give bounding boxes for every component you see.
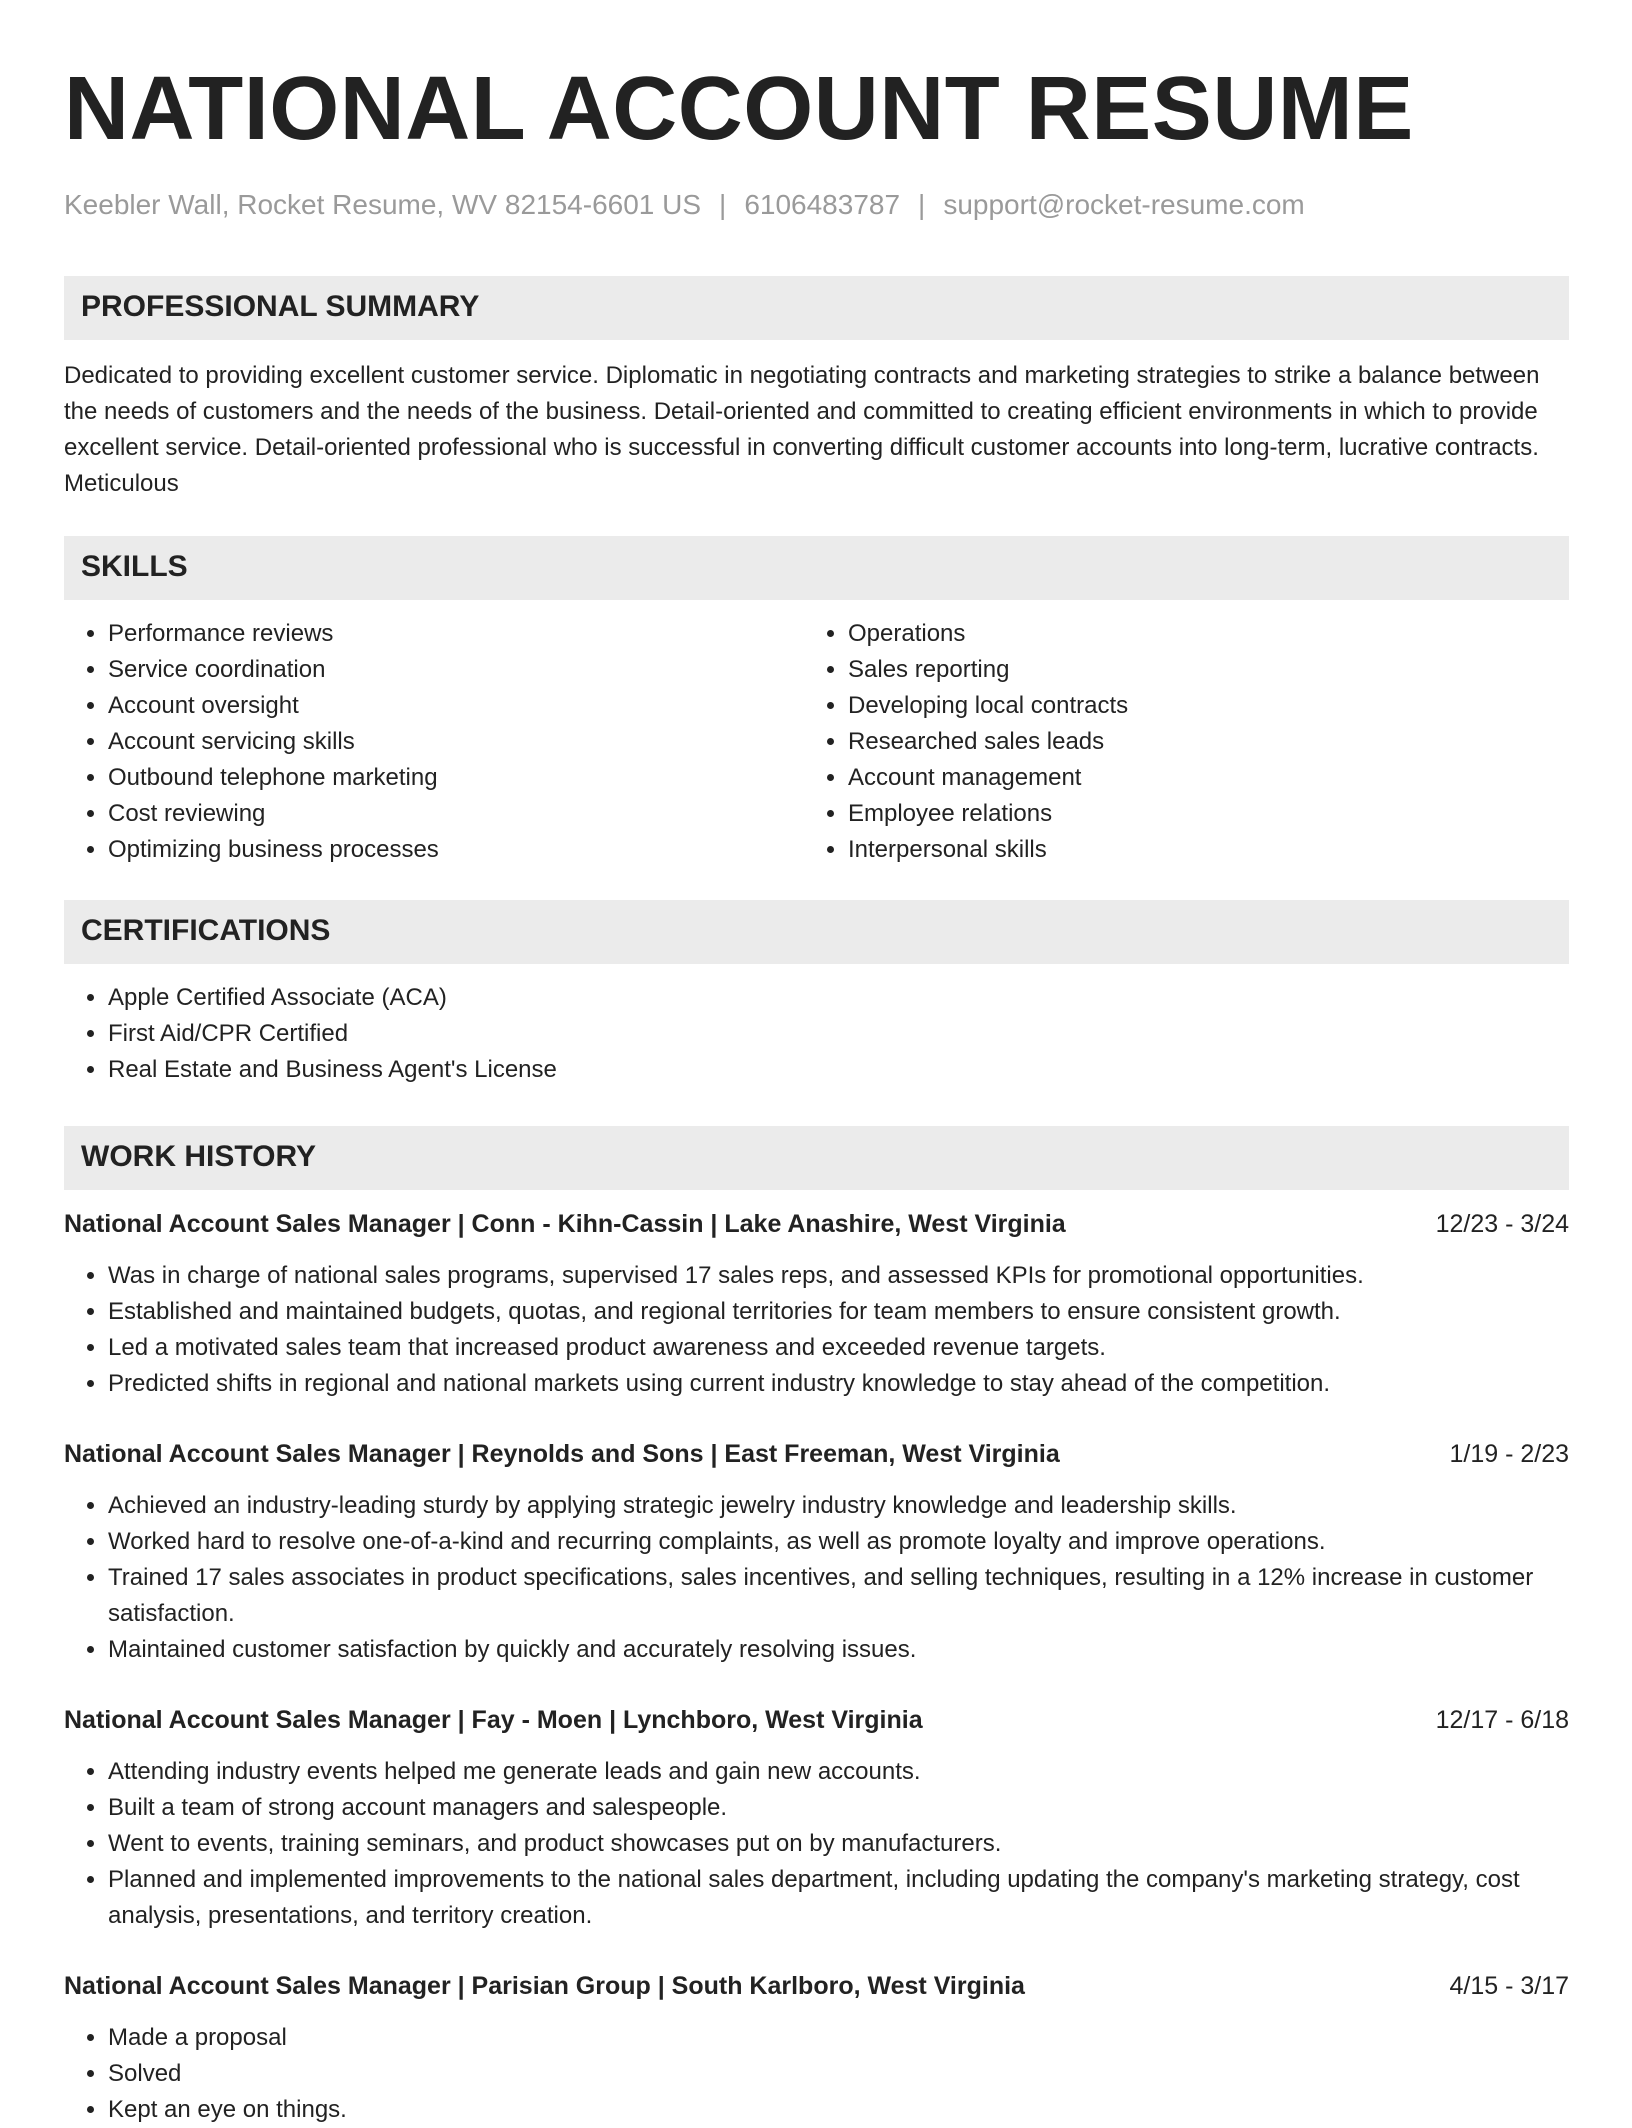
job-bullet: • Maintained customer satisfaction by quickly and accurately resolving issues. (108, 1632, 1569, 1668)
skill-item: • Service coordination (108, 652, 804, 688)
certifications-heading: CERTIFICATIONS (64, 900, 1569, 964)
job-bullet: • Solved (108, 2056, 1569, 2092)
certification-item: • Real Estate and Business Agent's License (108, 1052, 1569, 1088)
job-bullet: • Made a proposal (108, 2020, 1569, 2056)
job-bullets (64, 1754, 1569, 1934)
certification-item: • Apple Certified Associate (ACA) (108, 980, 1569, 1016)
skills-columns (64, 616, 1569, 868)
job-dates: 12/17 - 6/18 (1435, 1706, 1569, 1734)
skill-item: • Interpersonal skills (848, 832, 1544, 868)
skill-item: • Optimizing business processes (108, 832, 804, 868)
job-entry (64, 1702, 1569, 1934)
job-entry (64, 1436, 1569, 1668)
skill-item: • Sales reporting (848, 652, 1544, 688)
job-entry (64, 1968, 1569, 2128)
contact-line (64, 190, 1569, 220)
work-history-heading: WORK HISTORY (64, 1126, 1569, 1190)
job-entry (64, 1206, 1569, 1402)
contact-separator: | (719, 189, 727, 220)
job-header (64, 1206, 1569, 1242)
job-bullet: • Trained 17 sales associates in product specifications, sales incentives, and selling techniques, resulting in a 12% increase in customer satisfaction. (108, 1560, 1569, 1632)
skill-item: • Cost reviewing (108, 796, 804, 832)
job-bullet: • Established and maintained budgets, quotas, and regional territories for team members to ensure consistent growth. (108, 1294, 1569, 1330)
skill-item: • Outbound telephone marketing (108, 760, 804, 796)
job-title: National Account Sales Manager | Fay - Moen | Lynchboro, West Virginia (64, 1706, 923, 1734)
certifications-list (64, 980, 1569, 1088)
job-header (64, 1702, 1569, 1738)
skill-item: • Developing local contracts (848, 688, 1544, 724)
job-bullet: • Led a motivated sales team that increased product awareness and exceeded revenue targets. (108, 1330, 1569, 1366)
job-dates: 4/15 - 3/17 (1449, 1972, 1569, 2000)
job-dates: 1/19 - 2/23 (1449, 1440, 1569, 1468)
job-bullet: • Kept an eye on things. (108, 2092, 1569, 2128)
contact-address: Keebler Wall, Rocket Resume, WV 82154-6601 US (64, 189, 702, 220)
job-bullet: • Was in charge of national sales programs, supervised 17 sales reps, and assessed KPIs for promotional opportunities. (108, 1258, 1569, 1294)
contact-separator: | (918, 189, 926, 220)
job-bullets (64, 1258, 1569, 1402)
job-bullet: • Went to events, training seminars, and product showcases put on by manufacturers. (108, 1826, 1569, 1862)
contact-phone: 6106483787 (744, 189, 901, 220)
job-bullet: • Attending industry events helped me generate leads and gain new accounts. (108, 1754, 1569, 1790)
job-title: National Account Sales Manager | Reynolds and Sons | East Freeman, West Virginia (64, 1440, 1060, 1468)
job-bullets (64, 1488, 1569, 1668)
skill-item: • Account oversight (108, 688, 804, 724)
contact-email[interactable]: support@rocket-resume.com (943, 189, 1305, 220)
job-header (64, 1436, 1569, 1472)
skill-item: • Account management (848, 760, 1544, 796)
summary-heading: PROFESSIONAL SUMMARY (64, 276, 1569, 340)
job-header (64, 1968, 1569, 2004)
certification-item: • First Aid/CPR Certified (108, 1016, 1569, 1052)
skills-left-list (64, 616, 804, 868)
job-bullet: • Achieved an industry-leading sturdy by applying strategic jewelry industry knowledge and leadership skills. (108, 1488, 1569, 1524)
summary-text: Dedicated to providing excellent customer service. Diplomatic in negotiating contracts and marketing strategies to strike a balance between the needs of customers and the needs of the business. Detail-oriented and committed to creating efficient environments in which to provide excellent service. Detail-oriented professional who is successful in converting difficult customer accounts into long-term, lucrative contracts. Meticulous (64, 362, 1540, 497)
job-bullet: • Worked hard to resolve one-of-a-kind and recurring complaints, as well as promote loyalty and improve operations. (108, 1524, 1569, 1560)
skill-item: • Account servicing skills (108, 724, 804, 760)
job-title: National Account Sales Manager | Conn - Kihn-Cassin | Lake Anashire, West Virginia (64, 1210, 1066, 1238)
skill-item: • Researched sales leads (848, 724, 1544, 760)
skills-right-list (804, 616, 1544, 868)
job-bullet: • Predicted shifts in regional and national markets using current industry knowledge to stay ahead of the competition. (108, 1366, 1569, 1402)
skill-item: • Operations (848, 616, 1544, 652)
job-dates: 12/23 - 3/24 (1435, 1210, 1569, 1238)
job-bullet: • Planned and implemented improvements to the national sales department, including updating the company's marketing strategy, cost analysis, presentations, and territory creation. (108, 1862, 1569, 1934)
job-bullet: • Built a team of strong account managers and salespeople. (108, 1790, 1569, 1826)
resume-title: NATIONAL ACCOUNT RESUME (64, 59, 1414, 159)
skill-item: • Employee relations (848, 796, 1544, 832)
skill-item: • Performance reviews (108, 616, 804, 652)
job-title: National Account Sales Manager | Parisian Group | South Karlboro, West Virginia (64, 1972, 1025, 2000)
skills-heading: SKILLS (64, 536, 1569, 600)
